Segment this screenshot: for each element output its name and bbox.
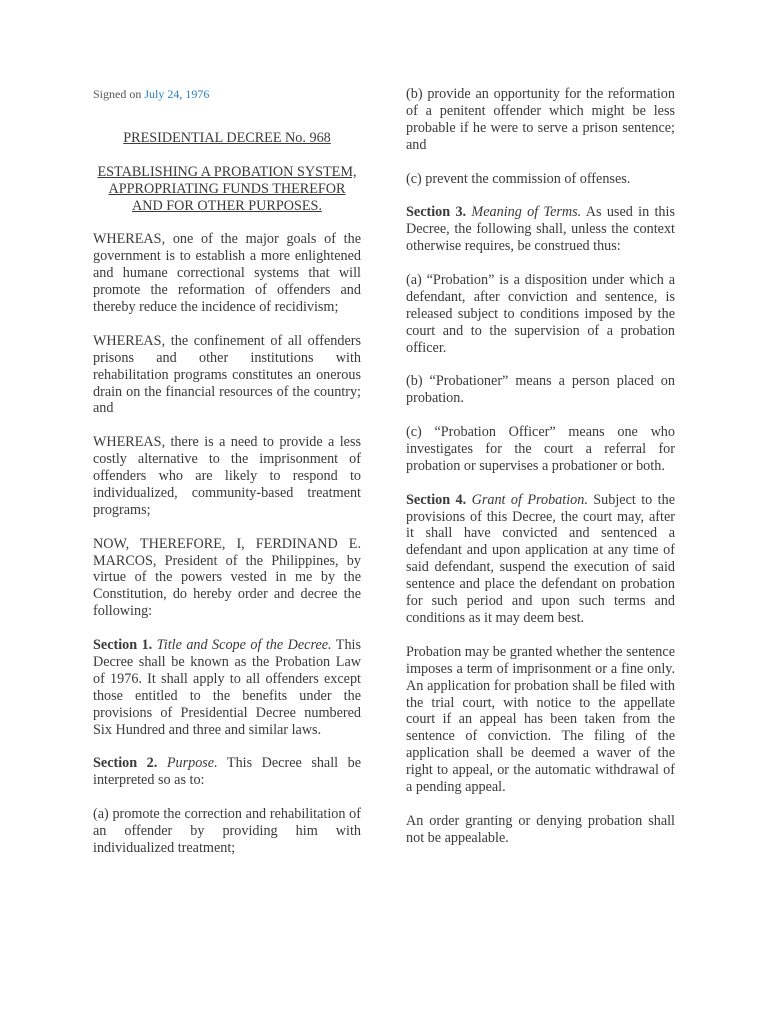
section-2-item-a: (a) promote the correction and rehabilitation of an offender by providing him with individualized treatment; [93,806,361,856]
whereas-clause-3: WHEREAS, there is a need to provide a less costly alternative to the imprisonment of offenders who are likely to respond to individualized, community-based treatment programs; [93,434,361,518]
section-4-paragraph-2: Probation may be granted whether the sentence imposes a term of imprisonment or a fine only. An application for probation shall be filed with the trial court, with notice to the appellate court if an appeal has been taken from the sentence of conviction. The filing of the application shall be deemed a waver of the right to appeal, or the automatic withdrawal of a pending appeal. [406,643,675,796]
section-2 [93,755,361,789]
section-4-paragraph-3: An order granting or denying probation shall not be appealable. [406,812,675,846]
section-3-item-b: (b) “Probationer” means a person placed on probation. [406,373,675,407]
signed-date-line [93,86,361,102]
section-3-body: As used in this Decree, the following shall, unless the context otherwise requires, be construed thus: [406,204,675,255]
left-column [93,86,361,857]
decree-subtitle: ESTABLISHING A PROBATION SYSTEM, APPROPRIATING FUNDS THEREFOR AND FOR OTHER PURPOSES. [97,163,357,214]
section-3-item-c: (c) “Probation Officer” means one who investigates for the court a referral for probation or supervises a probationer or both. [406,424,675,474]
whereas-clause-2: WHEREAS, the confinement of all offenders prisons and other institutions with rehabilitation programs constitutes an onerous drain on the financial resources of the country; and [93,332,361,417]
section-1 [93,637,361,738]
section-3-item-a: (a) “Probation” is a disposition under which a defendant, after conviction and sentence, is released subject to conditions imposed by the court and to the supervision of a probation officer. [406,271,675,356]
section-3 [406,204,675,255]
now-therefore-clause: NOW, THEREFORE, I, FERDINAND E. MARCOS, President of the Philippines, by virtue of the powers vested in me by the Constitution, do hereby order and decree the following: [93,535,361,620]
section-1-title: Title and Scope of the Decree. [156,637,332,654]
section-4-number: Section 4. [406,491,467,508]
section-3-title: Meaning of Terms. [471,204,582,221]
section-3-number: Section 3. [406,204,467,221]
whereas-clause-1: WHEREAS, one of the major goals of the government is to establish a more enlightened and humane correctional systems that will promote the reformation of offenders and thereby reduce the incidence of recidivism; [93,231,361,316]
section-1-body: This Decree shall be known as the Probation Law of 1976. It shall apply to all offenders except those entitled to the benefits under the provisions of Presidential Decree numbered Six Hundred and three and similar laws. [93,637,362,738]
section-2-body: This Decree shall be interpreted so as to: [93,755,362,789]
right-column [406,86,675,847]
decree-title: PRESIDENTIAL DECREE No. 968 [123,130,331,146]
section-2-item-c: (c) prevent the commission of offenses. [406,170,631,187]
section-2-title: Purpose. [166,755,218,772]
signed-label: Signed on [93,87,142,101]
section-4-title: Grant of Probation. [471,491,588,508]
section-1-number: Section 1. [93,637,153,654]
section-4-body: Subject to the provisions of this Decree, the court may, after it shall have convicted and sentenced a defendant and upon application at any time of said defendant, suspend the execution of said sentence and place the defendant on probation for such period and upon such terms and conditions as it may deem best. [406,491,676,626]
signed-date-link[interactable]: July 24, 1976 [144,87,210,101]
section-4 [406,492,675,627]
section-2-item-b: (b) provide an opportunity for the reformation of a penitent offender which might be less probable if he were to serve a prison sentence; and [406,86,675,153]
section-2-number: Section 2. [93,755,158,772]
